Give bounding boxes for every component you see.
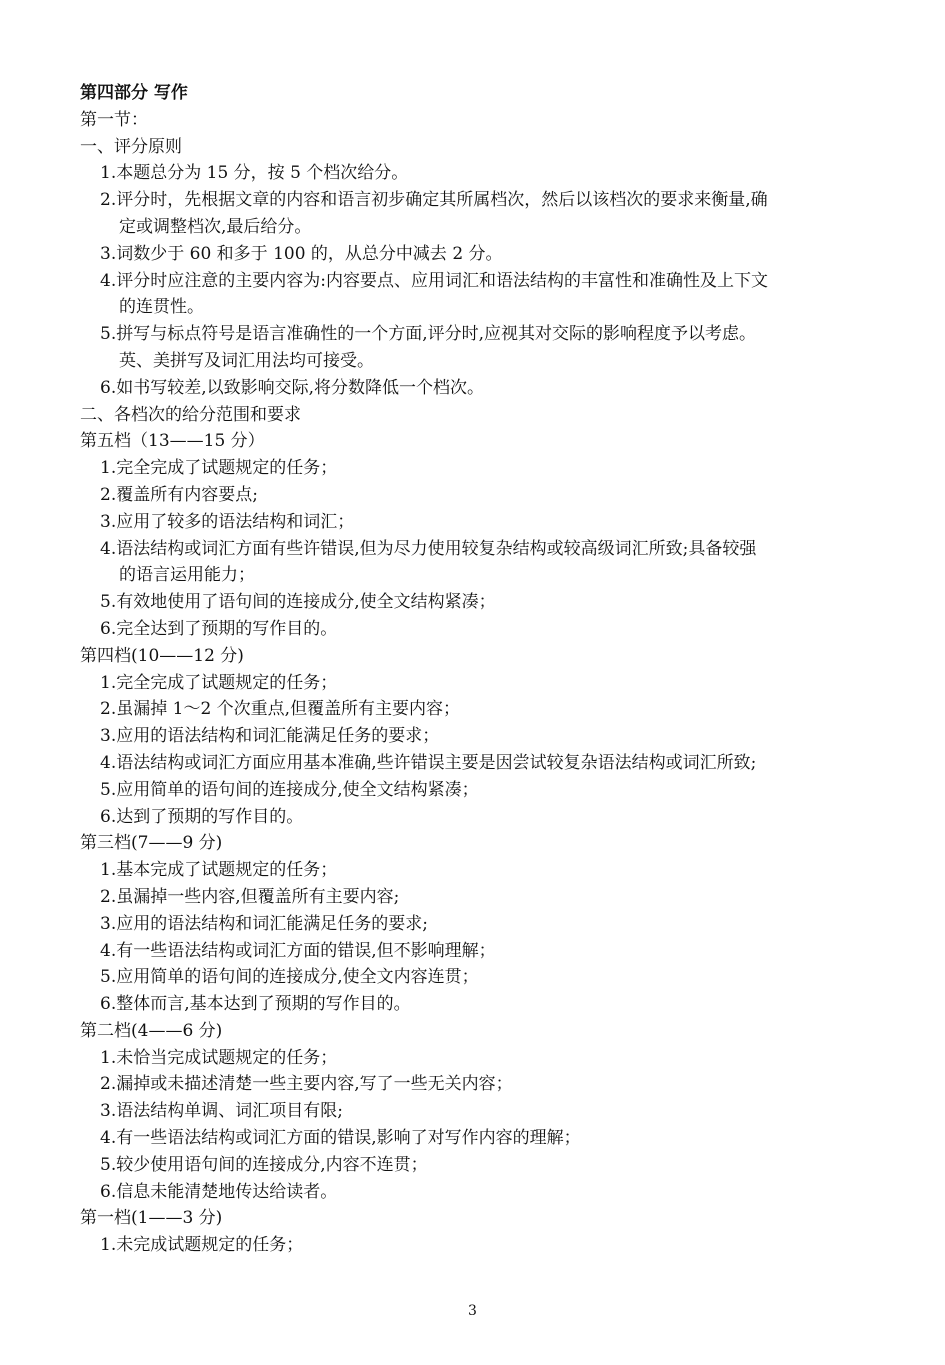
principle-item-continuation: 定或调整档次,最后给分。 [119, 216, 312, 237]
principle-item: 6.如书写较差,以致影响交际,将分数降低一个档次。 [100, 377, 485, 398]
level3-item: 5.应用简单的语句间的连接成分,使全文内容连贯； [100, 967, 479, 988]
level2-item: 4.有一些语法结构或词汇方面的错误,影响了对写作内容的理解； [100, 1128, 581, 1149]
level5-title: 第五档（13——15 分） [80, 431, 265, 452]
level5-item: 1.完全完成了试题规定的任务； [100, 458, 338, 479]
level2-item: 5.较少使用语句间的连接成分,内容不连贯； [100, 1154, 428, 1175]
principle-item-continuation: 英、美拼写及词汇用法均可接受。 [119, 350, 374, 371]
principle-item: 3.词数少于 60 和多于 100 的，从总分中减去 2 分。 [100, 243, 503, 264]
level4-item: 4.语法结构或词汇方面应用基本准确,些许错误主要是因尝试较复杂语法结构或词汇所致; [100, 752, 757, 773]
level4-item: 2.虽漏掉 1～2 个次重点,但覆盖所有主要内容； [100, 699, 461, 720]
level4-item: 6.达到了预期的写作目的。 [100, 806, 304, 827]
levels-heading: 二、各档次的给分范围和要求 [80, 404, 301, 425]
level2-title: 第二档(4——6 分) [80, 1020, 223, 1041]
principle-item: 5.拼写与标点符号是语言准确性的一个方面,评分时,应视其对交际的影响程度予以考虑。 [100, 324, 757, 345]
principles-heading: 一、评分原则 [80, 136, 182, 157]
level3-item: 1.基本完成了试题规定的任务； [100, 860, 338, 881]
level5-item: 5.有效地使用了语句间的连接成分,使全文结构紧凑； [100, 592, 496, 613]
level3-item: 2.虽漏掉一些内容,但覆盖所有主要内容; [100, 886, 400, 907]
principle-item: 1.本题总分为 15 分，按 5 个档次给分。 [100, 163, 409, 184]
principle-item: 4.评分时应注意的主要内容为:内容要点、应用词汇和语法结构的丰富性和准确性及上下文 [100, 270, 768, 291]
level2-item: 6.信息未能清楚地传达给读者。 [100, 1181, 338, 1202]
level5-item: 4.语法结构或词汇方面有些许错误,但为尽力使用较复杂结构或较高级词汇所致;具备较强 [100, 538, 757, 559]
level2-item: 1.未恰当完成试题规定的任务； [100, 1047, 338, 1068]
level4-item: 3.应用的语法结构和词汇能满足任务的要求； [100, 726, 440, 747]
level4-item: 1.完全完成了试题规定的任务； [100, 672, 338, 693]
level5-item: 2.覆盖所有内容要点; [100, 484, 258, 505]
level3-item: 4.有一些语法结构或词汇方面的错误,但不影响理解； [100, 940, 496, 961]
level1-title: 第一档(1——3 分) [80, 1208, 223, 1229]
level3-item: 3.应用的语法结构和词汇能满足任务的要求; [100, 913, 428, 934]
level5-item: 6.完全达到了预期的写作目的。 [100, 618, 338, 639]
document-body [80, 80, 880, 1259]
level4-title: 第四档(10——12 分) [80, 645, 244, 666]
level2-item: 3.语法结构单调、词汇项目有限; [100, 1101, 343, 1122]
level2-item: 2.漏掉或未描述清楚一些主要内容,写了一些无关内容； [100, 1074, 513, 1095]
section-title: 第四部分 写作 [80, 83, 188, 103]
level5-item: 3.应用了较多的语法结构和词汇； [100, 511, 355, 532]
principle-item: 2.评分时，先根据文章的内容和语言初步确定其所属档次，然后以该档次的要求来衡量,确 [100, 190, 768, 211]
level4-item: 5.应用简单的语句间的连接成分,使全文结构紧凑； [100, 779, 479, 800]
level3-item: 6.整体而言,基本达到了预期的写作目的。 [100, 994, 411, 1015]
page-number: 3 [468, 1303, 477, 1319]
level5-item-continuation: 的语言运用能力； [119, 565, 255, 586]
level1-item: 1.未完成试题规定的任务； [100, 1235, 304, 1256]
level3-title: 第三档(7——9 分) [80, 833, 223, 854]
principle-item-continuation: 的连贯性。 [119, 297, 204, 318]
section-one-label: 第一节： [80, 109, 148, 130]
